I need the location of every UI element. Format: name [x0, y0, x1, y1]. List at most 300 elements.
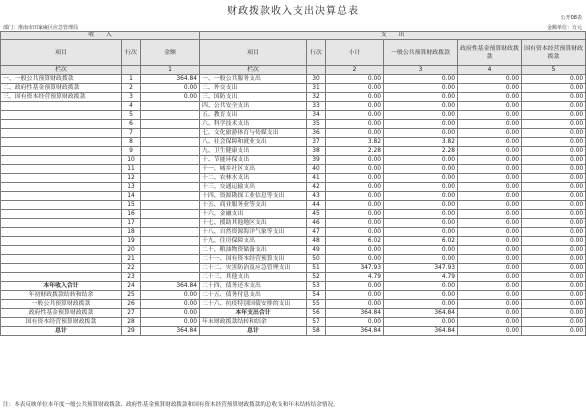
state-capital-cell: 0.00	[522, 309, 586, 318]
income-seq-cell: 15	[122, 201, 141, 210]
column-number-3: 3	[384, 66, 458, 75]
expense-seq-cell: 52	[307, 273, 326, 282]
fund-budget-cell: 0.00	[458, 246, 522, 255]
table-row	[1, 309, 586, 318]
empty-cell	[122, 66, 141, 75]
subtotal-cell: 6.02	[326, 237, 384, 246]
state-capital-header: 国有资本经营预算财政拨款	[522, 40, 586, 66]
income-item-cell: 年初财政拨款结转和结余	[1, 291, 122, 300]
table-row	[1, 192, 586, 201]
general-budget-cell: 0.00	[384, 165, 458, 174]
income-seq-cell: 22	[122, 264, 141, 273]
column-number-5: 5	[522, 66, 586, 75]
table-row	[1, 264, 586, 273]
expense-seq-cell: 51	[307, 264, 326, 273]
state-capital-cell: 0.00	[522, 264, 586, 273]
expense-seq-cell: 57	[307, 318, 326, 327]
general-budget-cell: 0.00	[384, 246, 458, 255]
fund-budget-cell: 0.00	[458, 273, 522, 282]
expense-item-cell: 十九、住房保障支出	[200, 237, 307, 246]
table-row	[1, 147, 586, 156]
income-seq-cell: 25	[122, 291, 141, 300]
general-budget-cell: 0.00	[384, 201, 458, 210]
empty-cell	[307, 66, 326, 75]
income-amount-cell: 0.00	[141, 291, 200, 300]
subtotal-cell: 0.00	[326, 174, 384, 183]
subtotal-cell: 0.00	[326, 318, 384, 327]
income-seq-cell: 17	[122, 219, 141, 228]
subtotal-header: 小计	[326, 40, 384, 66]
subtotal-cell: 364.84	[326, 309, 384, 318]
income-amount-cell	[141, 201, 200, 210]
state-capital-cell: 0.00	[522, 318, 586, 327]
subtotal-cell: 0.00	[326, 120, 384, 129]
table-row	[1, 201, 586, 210]
expense-item-cell: 九、卫生健康支出	[200, 147, 307, 156]
income-amount-cell	[141, 246, 200, 255]
subtotal-cell: 0.00	[326, 93, 384, 102]
subtotal-cell: 0.00	[326, 129, 384, 138]
fund-budget-cell: 0.00	[458, 318, 522, 327]
expense-item-cell: 二十二、灾害防治及应急管理支出	[200, 264, 307, 273]
income-amount-cell	[141, 138, 200, 147]
income-seq-cell: 18	[122, 228, 141, 237]
table-row	[1, 156, 586, 165]
expense-item-cell: 十一、城乡社区支出	[200, 165, 307, 174]
state-capital-cell: 0.00	[522, 246, 586, 255]
income-seq-cell: 4	[122, 102, 141, 111]
subtotal-cell: 0.00	[326, 219, 384, 228]
expense-item-cell: 六、科学技术支出	[200, 120, 307, 129]
subtotal-cell: 0.00	[326, 246, 384, 255]
expense-seq-cell: 58	[307, 327, 326, 336]
fund-budget-cell: 0.00	[458, 129, 522, 138]
income-seq-cell: 28	[122, 318, 141, 327]
state-capital-cell: 0.00	[522, 255, 586, 264]
income-amount-cell: 364.84	[141, 282, 200, 291]
income-item-cell	[1, 165, 122, 174]
table-row	[1, 291, 586, 300]
column-number-4: 4	[458, 66, 522, 75]
table-row	[1, 174, 586, 183]
fund-budget-cell: 0.00	[458, 210, 522, 219]
expense-item-cell: 十三、交通运输支出	[200, 183, 307, 192]
state-capital-cell: 0.00	[522, 102, 586, 111]
expense-item-cell: 二十三、其他支出	[200, 273, 307, 282]
footnote: 注：本表反映单位本年度一般公共预算财政拨款、政府性基金预算财政拨款和国有资本经营预算财政拨款的总收支和年末结转结余情况。	[3, 402, 339, 408]
table-row	[1, 183, 586, 192]
general-budget-cell: 347.93	[384, 264, 458, 273]
income-item-cell	[1, 246, 122, 255]
amount-unit-label: 金额单位：万元	[546, 25, 582, 31]
general-budget-cell: 0.00	[384, 120, 458, 129]
expense-seq-cell: 45	[307, 210, 326, 219]
general-budget-cell: 4.79	[384, 273, 458, 282]
income-seq-cell: 7	[122, 129, 141, 138]
expense-item-cell: 十二、农林水支出	[200, 174, 307, 183]
expense-item-cell: 十七、援助其他地区支出	[200, 219, 307, 228]
state-capital-cell: 0.00	[522, 147, 586, 156]
income-amount-cell	[141, 273, 200, 282]
table-row	[1, 210, 586, 219]
expense-item-cell: 二十一、国有资本经营预算支出	[200, 255, 307, 264]
income-amount-cell	[141, 192, 200, 201]
income-seq-cell: 14	[122, 192, 141, 201]
expense-seq-cell: 48	[307, 237, 326, 246]
income-amount-cell	[141, 111, 200, 120]
fund-budget-cell: 0.00	[458, 102, 522, 111]
general-budget-cell: 0.00	[384, 183, 458, 192]
income-seq-cell: 8	[122, 138, 141, 147]
expense-seq-cell: 54	[307, 291, 326, 300]
general-budget-cell: 0.00	[384, 174, 458, 183]
expense-item-cell: 十八、自然资源海洋气象等支出	[200, 228, 307, 237]
expense-item-cell: 二十、粮油物资储备支出	[200, 246, 307, 255]
general-budget-header: 一般公共预算财政拨款	[384, 40, 458, 66]
table-row	[1, 129, 586, 138]
fund-budget-cell: 0.00	[458, 84, 522, 93]
state-capital-cell: 0.00	[522, 156, 586, 165]
expense-seq-cell: 36	[307, 129, 326, 138]
income-item-cell	[1, 255, 122, 264]
general-budget-cell: 0.00	[384, 300, 458, 309]
income-seq-cell: 24	[122, 282, 141, 291]
general-budget-cell: 364.84	[384, 309, 458, 318]
expense-section-header: 支 出	[200, 32, 586, 40]
expense-seq-cell: 44	[307, 201, 326, 210]
income-item-cell: 本年收入合计	[1, 282, 122, 291]
expense-seq-cell: 37	[307, 138, 326, 147]
table-row	[1, 273, 586, 282]
expense-seq-header: 行次	[307, 40, 326, 66]
column-number-2: 2	[326, 66, 384, 75]
general-budget-cell: 6.02	[384, 237, 458, 246]
income-item-cell	[1, 183, 122, 192]
general-budget-cell: 0.00	[384, 291, 458, 300]
state-capital-cell: 0.00	[522, 75, 586, 84]
income-item-cell: 二、政府性基金预算财政拨款	[1, 84, 122, 93]
general-budget-cell: 364.84	[384, 327, 458, 336]
table-row	[1, 219, 586, 228]
income-amount-cell	[141, 219, 200, 228]
expense-item-cell: 四、公共安全支出	[200, 102, 307, 111]
expense-item-cell: 二十五、债务付息支出	[200, 291, 307, 300]
state-capital-cell: 0.00	[522, 183, 586, 192]
general-budget-cell: 0.00	[384, 228, 458, 237]
fund-budget-cell: 0.00	[458, 219, 522, 228]
subtotal-cell: 2.28	[326, 147, 384, 156]
fund-budget-cell: 0.00	[458, 93, 522, 102]
general-budget-cell: 0.00	[384, 84, 458, 93]
income-amount-cell	[141, 237, 200, 246]
subtotal-cell: 0.00	[326, 228, 384, 237]
income-amount-cell	[141, 174, 200, 183]
fund-budget-cell: 0.00	[458, 192, 522, 201]
state-capital-cell: 0.00	[522, 327, 586, 336]
fund-budget-cell: 0.00	[458, 183, 522, 192]
table-row	[1, 228, 586, 237]
fund-budget-cell: 0.00	[458, 255, 522, 264]
expense-seq-cell: 38	[307, 147, 326, 156]
income-item-cell	[1, 174, 122, 183]
fund-budget-cell: 0.00	[458, 228, 522, 237]
table-row	[1, 237, 586, 246]
general-budget-cell: 0.00	[384, 111, 458, 120]
expense-item-cell: 十四、资源勘探工业信息等支出	[200, 192, 307, 201]
subtotal-cell: 0.00	[326, 102, 384, 111]
income-item-cell: 一、一般公共预算财政拨款	[1, 75, 122, 84]
expense-item-cell: 七、文化旅游体育与传媒支出	[200, 129, 307, 138]
general-budget-cell: 0.00	[384, 102, 458, 111]
income-seq-cell: 6	[122, 120, 141, 129]
income-seq-cell: 11	[122, 165, 141, 174]
expense-item-cell: 总计	[200, 327, 307, 336]
table-row	[1, 120, 586, 129]
income-seq-cell: 10	[122, 156, 141, 165]
table-row	[1, 102, 586, 111]
expense-seq-cell: 32	[307, 93, 326, 102]
expense-seq-cell: 33	[307, 102, 326, 111]
income-item-cell	[1, 138, 122, 147]
income-seq-cell: 1	[122, 75, 141, 84]
table-row	[1, 138, 586, 147]
state-capital-cell: 0.00	[522, 237, 586, 246]
general-budget-cell: 0.00	[384, 75, 458, 84]
income-seq-cell: 26	[122, 300, 141, 309]
subtotal-cell: 0.00	[326, 84, 384, 93]
fund-budget-cell: 0.00	[458, 75, 522, 84]
income-amount-cell: 364.84	[141, 327, 200, 336]
subtotal-cell: 0.00	[326, 192, 384, 201]
subtotal-cell: 4.79	[326, 273, 384, 282]
fund-budget-cell: 0.00	[458, 201, 522, 210]
income-item-cell	[1, 210, 122, 219]
state-capital-cell: 0.00	[522, 111, 586, 120]
subtotal-cell: 347.93	[326, 264, 384, 273]
state-capital-cell: 0.00	[522, 210, 586, 219]
state-capital-cell: 0.00	[522, 120, 586, 129]
subtotal-cell: 3.82	[326, 138, 384, 147]
expense-item-cell: 十六、金融支出	[200, 210, 307, 219]
expense-seq-cell: 46	[307, 219, 326, 228]
expense-item-cell: 一、一般公共服务支出	[200, 75, 307, 84]
table-row	[1, 300, 586, 309]
subtotal-cell: 0.00	[326, 165, 384, 174]
income-item-cell: 政府性基金预算财政拨款	[1, 309, 122, 318]
subtotal-cell: 0.00	[326, 210, 384, 219]
table-row	[1, 111, 586, 120]
income-column-label: 栏次	[1, 66, 122, 75]
fund-budget-cell: 0.00	[458, 300, 522, 309]
expense-item-cell: 本年支出合计	[200, 309, 307, 318]
income-seq-cell: 13	[122, 183, 141, 192]
expense-seq-cell: 47	[307, 228, 326, 237]
state-capital-cell: 0.00	[522, 300, 586, 309]
subtotal-cell: 0.00	[326, 282, 384, 291]
income-item-cell	[1, 147, 122, 156]
income-item-cell: 国有资本经营预算财政拨款	[1, 318, 122, 327]
general-budget-cell: 2.28	[384, 147, 458, 156]
income-item-cell	[1, 156, 122, 165]
general-budget-cell: 3.82	[384, 138, 458, 147]
expense-item-cell: 三、国防支出	[200, 93, 307, 102]
subtotal-cell: 0.00	[326, 291, 384, 300]
general-budget-cell: 0.00	[384, 156, 458, 165]
income-item-cell: 三、国有资本经营预算财政拨款	[1, 93, 122, 102]
expense-seq-cell: 31	[307, 84, 326, 93]
general-budget-cell: 0.00	[384, 129, 458, 138]
income-seq-header: 行次	[122, 40, 141, 66]
general-budget-cell: 0.00	[384, 219, 458, 228]
income-seq-cell: 3	[122, 93, 141, 102]
state-capital-cell: 0.00	[522, 129, 586, 138]
income-amount-cell	[141, 210, 200, 219]
income-amount-cell	[141, 183, 200, 192]
expense-seq-cell: 56	[307, 309, 326, 318]
subtotal-cell: 0.00	[326, 75, 384, 84]
income-seq-cell: 23	[122, 273, 141, 282]
fund-budget-cell: 0.00	[458, 309, 522, 318]
fund-budget-cell: 0.00	[458, 156, 522, 165]
income-amount-cell	[141, 120, 200, 129]
income-seq-cell: 20	[122, 246, 141, 255]
table-row	[1, 93, 586, 102]
department-label: 部门：淮南市田家庵区应急管理局	[3, 25, 79, 31]
fund-budget-cell: 0.00	[458, 138, 522, 147]
income-seq-cell: 16	[122, 210, 141, 219]
income-amount-cell	[141, 165, 200, 174]
table-row	[1, 75, 586, 84]
expense-seq-cell: 53	[307, 282, 326, 291]
income-item-cell: 一般公共预算财政拨款	[1, 300, 122, 309]
general-budget-cell: 0.00	[384, 255, 458, 264]
income-amount-cell: 0.00	[141, 318, 200, 327]
income-item-header: 项目	[1, 40, 122, 66]
income-seq-cell: 29	[122, 327, 141, 336]
column-number-1: 1	[141, 66, 200, 75]
expense-item-cell: 二十四、债务还本支出	[200, 282, 307, 291]
table-row	[1, 282, 586, 291]
income-item-cell	[1, 111, 122, 120]
state-capital-cell: 0.00	[522, 291, 586, 300]
state-capital-cell: 0.00	[522, 93, 586, 102]
expense-seq-cell: 49	[307, 246, 326, 255]
income-seq-cell: 12	[122, 174, 141, 183]
fund-budget-cell: 0.00	[458, 120, 522, 129]
income-amount-cell: 364.84	[141, 75, 200, 84]
expense-seq-cell: 50	[307, 255, 326, 264]
income-item-cell	[1, 129, 122, 138]
income-amount-cell: 0.00	[141, 84, 200, 93]
income-seq-cell: 2	[122, 84, 141, 93]
table-row	[1, 318, 586, 327]
income-amount-cell	[141, 228, 200, 237]
table-row	[1, 165, 586, 174]
subtotal-cell: 0.00	[326, 183, 384, 192]
subtotal-cell: 364.84	[326, 327, 384, 336]
state-capital-cell: 0.00	[522, 165, 586, 174]
expense-item-header: 项目	[200, 40, 307, 66]
income-amount-cell	[141, 255, 200, 264]
expense-seq-cell: 34	[307, 111, 326, 120]
subtotal-cell: 0.00	[326, 255, 384, 264]
general-budget-cell: 0.00	[384, 318, 458, 327]
state-capital-cell: 0.00	[522, 219, 586, 228]
expense-seq-cell: 40	[307, 165, 326, 174]
table-row	[1, 84, 586, 93]
income-item-cell	[1, 273, 122, 282]
expense-seq-cell: 43	[307, 192, 326, 201]
fund-budget-cell: 0.00	[458, 282, 522, 291]
income-item-cell	[1, 192, 122, 201]
income-seq-cell: 9	[122, 147, 141, 156]
expense-column-label: 栏次	[200, 66, 307, 75]
income-item-cell	[1, 120, 122, 129]
expense-seq-cell: 35	[307, 120, 326, 129]
expense-item-cell: 年末财政拨款结转和结余	[200, 318, 307, 327]
expense-item-cell: 十五、商业服务业等支出	[200, 201, 307, 210]
budget-summary-table	[0, 31, 586, 336]
form-code: 公开08表	[560, 15, 582, 21]
expense-seq-cell: 39	[307, 156, 326, 165]
expense-item-cell: 八、社会保障和就业支出	[200, 138, 307, 147]
income-amount-cell	[141, 264, 200, 273]
table-row	[1, 327, 586, 336]
expense-seq-cell: 41	[307, 174, 326, 183]
income-amount-cell	[141, 156, 200, 165]
income-amount-cell	[141, 129, 200, 138]
subtotal-cell: 0.00	[326, 111, 384, 120]
fund-budget-cell: 0.00	[458, 147, 522, 156]
income-seq-cell: 5	[122, 111, 141, 120]
income-amount-header: 金额	[141, 40, 200, 66]
state-capital-cell: 0.00	[522, 282, 586, 291]
income-seq-cell: 27	[122, 309, 141, 318]
income-item-cell	[1, 237, 122, 246]
state-capital-cell: 0.00	[522, 192, 586, 201]
subtotal-cell: 0.00	[326, 201, 384, 210]
expense-item-cell: 二十六、抗疫特别国债安排的支出	[200, 300, 307, 309]
state-capital-cell: 0.00	[522, 201, 586, 210]
income-amount-cell	[141, 102, 200, 111]
income-item-cell	[1, 228, 122, 237]
general-budget-cell: 0.00	[384, 210, 458, 219]
income-seq-cell: 19	[122, 237, 141, 246]
expense-item-cell: 五、教育支出	[200, 111, 307, 120]
fund-budget-cell: 0.00	[458, 327, 522, 336]
expense-item-cell: 二、外交支出	[200, 84, 307, 93]
state-capital-cell: 0.00	[522, 84, 586, 93]
subtotal-cell: 0.00	[326, 156, 384, 165]
fund-budget-cell: 0.00	[458, 111, 522, 120]
income-item-cell	[1, 102, 122, 111]
income-amount-cell: 0.00	[141, 300, 200, 309]
subtotal-cell: 0.00	[326, 300, 384, 309]
fund-budget-cell: 0.00	[458, 174, 522, 183]
table-row	[1, 255, 586, 264]
general-budget-cell: 0.00	[384, 282, 458, 291]
income-item-cell	[1, 201, 122, 210]
income-item-cell	[1, 264, 122, 273]
expense-seq-cell: 30	[307, 75, 326, 84]
income-amount-cell	[141, 147, 200, 156]
fund-budget-cell: 0.00	[458, 291, 522, 300]
state-capital-cell: 0.00	[522, 138, 586, 147]
income-item-cell: 总计	[1, 327, 122, 336]
table-row	[1, 246, 586, 255]
income-section-header: 收 入	[1, 32, 200, 40]
expense-seq-cell: 42	[307, 183, 326, 192]
